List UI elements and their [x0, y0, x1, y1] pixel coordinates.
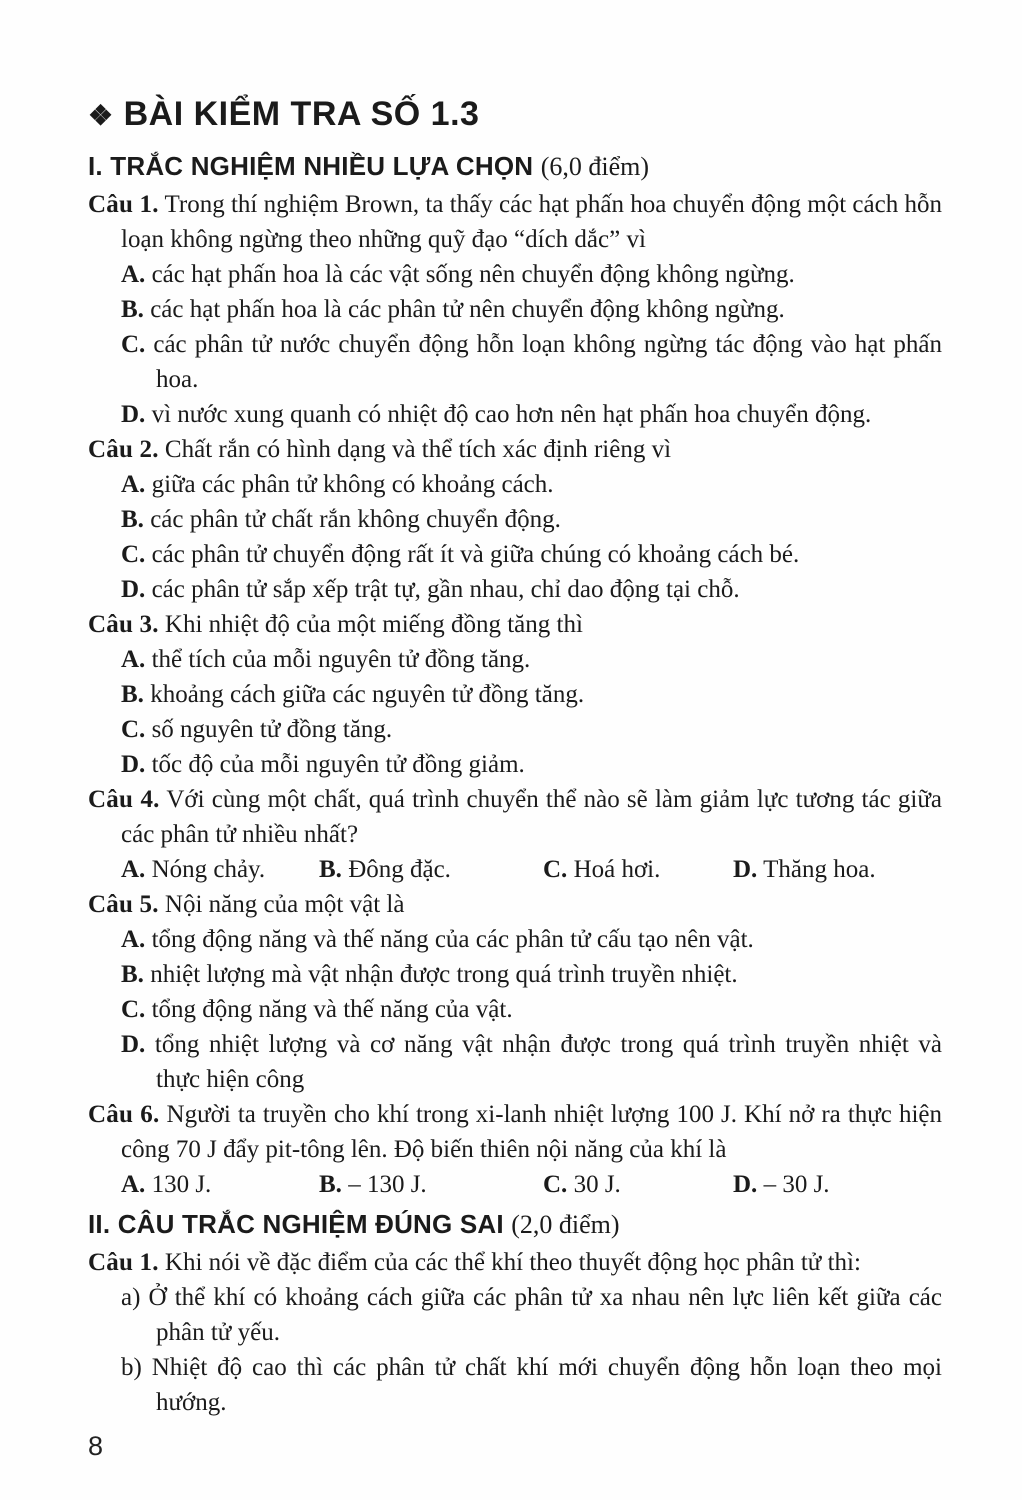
document-content	[88, 146, 942, 1420]
section-heading-text: I. TRẮC NGHIỆM NHIỀU LỰA CHỌN	[88, 151, 541, 181]
question-text: Câu 1. Khi nói về đặc điểm của các thể khí theo thuyết động học phân tử thì:	[88, 1249, 861, 1276]
diamond-marker-icon: ❖	[88, 100, 114, 131]
question-label: Câu 1.	[88, 191, 159, 218]
answer-option: A. giữa các phân tử không có khoảng cách.	[121, 471, 554, 498]
statement-item: b) Nhiệt độ cao thì các phân tử chất khí mới chuyển động hỗn loạn theo mọi hướng.	[121, 1354, 942, 1416]
option-label: B.	[121, 506, 144, 533]
option-label: D.	[733, 1171, 758, 1198]
option-label: D.	[121, 576, 146, 603]
options-row	[121, 1167, 942, 1202]
section-heading	[88, 146, 942, 187]
answer-option: B. Đông đặc.	[319, 856, 451, 883]
question-label: Câu 4.	[88, 786, 160, 813]
option-label: B.	[319, 1171, 342, 1198]
question-text: Câu 3. Khi nhiệt độ của một miếng đồng tăng thì	[88, 611, 583, 638]
answer-option: D. vì nước xung quanh có nhiệt độ cao hơn nên hạt phấn hoa chuyển động.	[121, 401, 872, 428]
answer-option: C. Hoá hơi.	[543, 856, 661, 883]
document-title-text: BÀI KIỂM TRA SỐ 1.3	[123, 95, 480, 133]
option-label: A.	[121, 1171, 146, 1198]
option-label: A.	[121, 856, 146, 883]
answer-option: D. Thăng hoa.	[733, 856, 876, 883]
question-label: Câu 3.	[88, 611, 159, 638]
answer-option: A. 130 J.	[121, 1171, 212, 1198]
option-label: B.	[121, 961, 144, 988]
option-label: D.	[121, 1031, 146, 1058]
question-label: Câu 1.	[88, 1249, 159, 1276]
document-title	[88, 94, 942, 136]
answer-option: D. tổng nhiệt lượng và cơ năng vật nhận được trong quá trình truyền nhiệt và thực hiện công	[121, 1031, 942, 1093]
question-text: Câu 6. Người ta truyền cho khí trong xi-lanh nhiệt lượng 100 J. Khí nở ra thực hiện công 70 J đẩy pit-tông lên. Độ biến thiên nội năng của khí là	[88, 1101, 942, 1163]
option-label: A.	[121, 926, 146, 953]
option-label: D.	[733, 856, 758, 883]
answer-option: D. các phân tử sắp xếp trật tự, gần nhau, chỉ dao động tại chỗ.	[121, 576, 740, 603]
option-label: C.	[121, 996, 146, 1023]
option-label: B.	[121, 296, 144, 323]
option-label: A.	[121, 261, 146, 288]
answer-option: C. tổng động năng và thế năng của vật.	[121, 996, 513, 1023]
answer-option: B. khoảng cách giữa các nguyên tử đồng tăng.	[121, 681, 585, 708]
question-text: Câu 1. Trong thí nghiệm Brown, ta thấy các hạt phấn hoa chuyển động một cách hỗn loạn không ngừng theo những quỹ đạo “dích dắc” vì	[88, 191, 942, 253]
answer-option: D. – 30 J.	[733, 1171, 830, 1198]
option-label: C.	[543, 1171, 568, 1198]
answer-option: C. 30 J.	[543, 1171, 621, 1198]
answer-option: B. – 130 J.	[319, 1171, 427, 1198]
answer-option: D. tốc độ của mỗi nguyên tử đồng giảm.	[121, 751, 525, 778]
question-label: Câu 2.	[88, 436, 159, 463]
answer-option: A. thể tích của mỗi nguyên tử đồng tăng.	[121, 646, 531, 673]
option-label: A.	[121, 471, 146, 498]
option-label: C.	[543, 856, 568, 883]
options-row	[121, 852, 942, 887]
section-heading	[88, 1204, 942, 1245]
option-label: D.	[121, 401, 146, 428]
answer-option: B. các hạt phấn hoa là các phân tử nên chuyển động không ngừng.	[121, 296, 785, 323]
answer-option: B. nhiệt lượng mà vật nhận được trong quá trình truyền nhiệt.	[121, 961, 738, 988]
option-label: C.	[121, 331, 146, 358]
answer-option: A. các hạt phấn hoa là các vật sống nên chuyển động không ngừng.	[121, 261, 795, 288]
statement-item: a) Ở thể khí có khoảng cách giữa các phân tử xa nhau nên lực liên kết giữa các phân tử yếu.	[121, 1284, 942, 1346]
page-number: 8	[88, 1431, 104, 1461]
answer-option: C. số nguyên tử đồng tăng.	[121, 716, 393, 743]
section-points: (2,0 điểm)	[511, 1210, 620, 1239]
question-text: Câu 4. Với cùng một chất, quá trình chuyển thể nào sẽ làm giảm lực tương tác giữa các phân tử nhiều nhất?	[88, 786, 942, 848]
option-label: C.	[121, 541, 146, 568]
answer-option: B. các phân tử chất rắn không chuyển động.	[121, 506, 561, 533]
option-label: B.	[121, 681, 144, 708]
question-label: Câu 5.	[88, 891, 159, 918]
answer-option: A. tổng động năng và thế năng của các phân tử cấu tạo nên vật.	[121, 926, 754, 953]
question-text: Câu 2. Chất rắn có hình dạng và thể tích xác định riêng vì	[88, 436, 672, 463]
option-label: D.	[121, 751, 146, 778]
option-label: B.	[319, 856, 342, 883]
section-points: (6,0 điểm)	[540, 152, 650, 181]
option-label: C.	[121, 716, 146, 743]
answer-option: C. các phân tử nước chuyển động hỗn loạn không ngừng tác động vào hạt phấn hoa.	[121, 331, 942, 393]
section-heading-text: II. CÂU TRẮC NGHIỆM ĐÚNG SAI	[88, 1209, 512, 1239]
option-label: A.	[121, 646, 146, 673]
answer-option: C. các phân tử chuyển động rất ít và giữa chúng có khoảng cách bé.	[121, 541, 800, 568]
question-text: Câu 5. Nội năng của một vật là	[88, 891, 405, 918]
question-label: Câu 6.	[88, 1101, 160, 1128]
answer-option: A. Nóng chảy.	[121, 856, 266, 883]
